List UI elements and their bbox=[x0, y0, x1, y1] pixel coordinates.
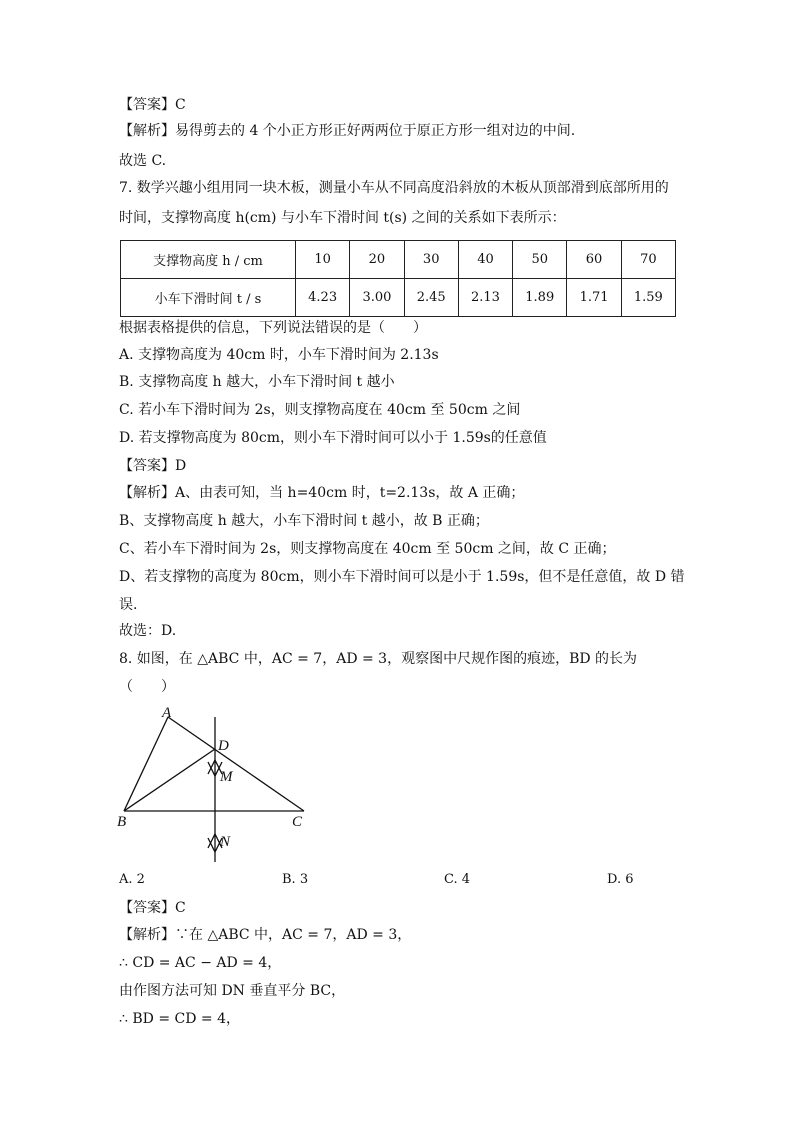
q7-answer bbox=[119, 456, 186, 476]
answer-value: D bbox=[175, 458, 187, 474]
q7-option-b: B. 支撑物高度 h 越大，小车下滑时间 t 越小 bbox=[119, 374, 395, 390]
conclusion-1: 故选 C. bbox=[119, 153, 167, 169]
q8-analysis-line: 由作图方法可知 DN 垂直平分 BC， bbox=[119, 983, 346, 999]
q7-analysis-line: B、支撑物高度 h 越大，小车下滑时间 t 越小，故 B 正确； bbox=[119, 513, 489, 529]
answer-value: C bbox=[175, 97, 186, 113]
q7-option-a: A. 支撑物高度为 40cm 时，小车下滑时间为 2.13s bbox=[119, 347, 439, 363]
label-b: B bbox=[117, 814, 127, 830]
table-cell: 1.59 bbox=[621, 279, 675, 317]
table-row bbox=[121, 279, 676, 317]
table-cell: 60 bbox=[567, 241, 621, 279]
q8-option-d: D. 6 bbox=[607, 872, 634, 887]
analysis-text: 易得剪去的 4 个小正方形正好两两位于原正方形一组对边的中间. bbox=[175, 123, 576, 139]
table-row-header: 支撑物高度 h / cm bbox=[121, 241, 296, 279]
q7-analysis-line: D、若支撑物的高度为 80cm，则小车下滑时间可以是小于 1.59s，但不是任意值，故 D 错 bbox=[119, 569, 685, 585]
q7-data-table bbox=[120, 240, 676, 317]
segment-bd bbox=[124, 749, 215, 811]
q7-stem-line-1: 7. 数学兴趣小组用同一块木板，测量小车从不同高度沿斜放的木板从顶部滑到底部所用的 bbox=[119, 180, 669, 196]
table-cell: 2.45 bbox=[404, 279, 458, 317]
segment-ac bbox=[168, 717, 304, 811]
q8-analysis-line: 【解析】∵在 △ABC 中，AC = 7，AD = 3， bbox=[119, 927, 412, 943]
q8-stem-line-2: （ ） bbox=[119, 679, 175, 695]
analysis-label: 【解析】 bbox=[119, 123, 175, 139]
q8-analysis-line: ∴ BD = CD = 4， bbox=[119, 1011, 240, 1027]
q7-conclusion: 故选：D. bbox=[119, 623, 177, 639]
table-cell: 20 bbox=[350, 241, 404, 279]
q8-option-b: B. 3 bbox=[282, 872, 309, 887]
table-cell: 1.71 bbox=[567, 279, 621, 317]
triangle-figure bbox=[112, 700, 322, 868]
q8-analysis-line: ∴ CD = AC − AD = 4， bbox=[119, 955, 282, 971]
q8-option-a: A. 2 bbox=[119, 872, 145, 887]
q7-analysis-line: 误. bbox=[119, 597, 138, 613]
table-row bbox=[121, 241, 676, 279]
answer-label: 【答案】 bbox=[119, 97, 175, 113]
table-cell: 10 bbox=[296, 241, 350, 279]
table-cell: 40 bbox=[458, 241, 512, 279]
q8-option-c: C. 4 bbox=[444, 872, 471, 887]
q8-stem-line-1: 8. 如图，在 △ABC 中，AC = 7，AD = 3，观察图中尺规作图的痕迹，BD 的长为 bbox=[119, 651, 638, 667]
label-c: C bbox=[292, 814, 303, 830]
q7-analysis-line: C、若小车下滑时间为 2s，则支撑物高度在 40cm 至 50cm 之间，故 C 正确； bbox=[119, 541, 616, 557]
label-d: D bbox=[218, 738, 229, 754]
table-cell: 30 bbox=[404, 241, 458, 279]
q7-question: 根据表格提供的信息，下列说法错误的是（ ） bbox=[119, 320, 427, 336]
table-row-header: 小车下滑时间 t / s bbox=[121, 279, 296, 317]
label-a: A bbox=[162, 705, 172, 721]
label-m: M bbox=[220, 769, 233, 785]
q7-analysis-line: 【解析】A、由表可知，当 h=40cm 时，t=2.13s，故 A 正确； bbox=[119, 485, 525, 501]
answer-label: 【答案】 bbox=[119, 900, 175, 916]
q7-stem-line-2: 时间，支撑物高度 h(cm) 与小车下滑时间 t(s) 之间的关系如下表所示： bbox=[119, 210, 566, 226]
answer-value: C bbox=[175, 900, 186, 916]
answer-line-1 bbox=[119, 95, 186, 115]
q8-answer bbox=[119, 898, 186, 918]
table-cell: 4.23 bbox=[296, 279, 350, 317]
table-cell: 70 bbox=[621, 241, 675, 279]
table-cell: 1.89 bbox=[513, 279, 567, 317]
label-n: N bbox=[220, 834, 231, 850]
table-cell: 2.13 bbox=[458, 279, 512, 317]
table-cell: 50 bbox=[513, 241, 567, 279]
answer-label: 【答案】 bbox=[119, 458, 175, 474]
q7-option-c: C. 若小车下滑时间为 2s，则支撑物高度在 40cm 至 50cm 之间 bbox=[119, 402, 521, 418]
table-cell: 3.00 bbox=[350, 279, 404, 317]
analysis-line-1 bbox=[119, 121, 575, 141]
segment-ab bbox=[124, 717, 168, 811]
q7-option-d: D. 若支撑物高度为 80cm，则小车下滑时间可以小于 1.59s的任意值 bbox=[119, 430, 547, 446]
